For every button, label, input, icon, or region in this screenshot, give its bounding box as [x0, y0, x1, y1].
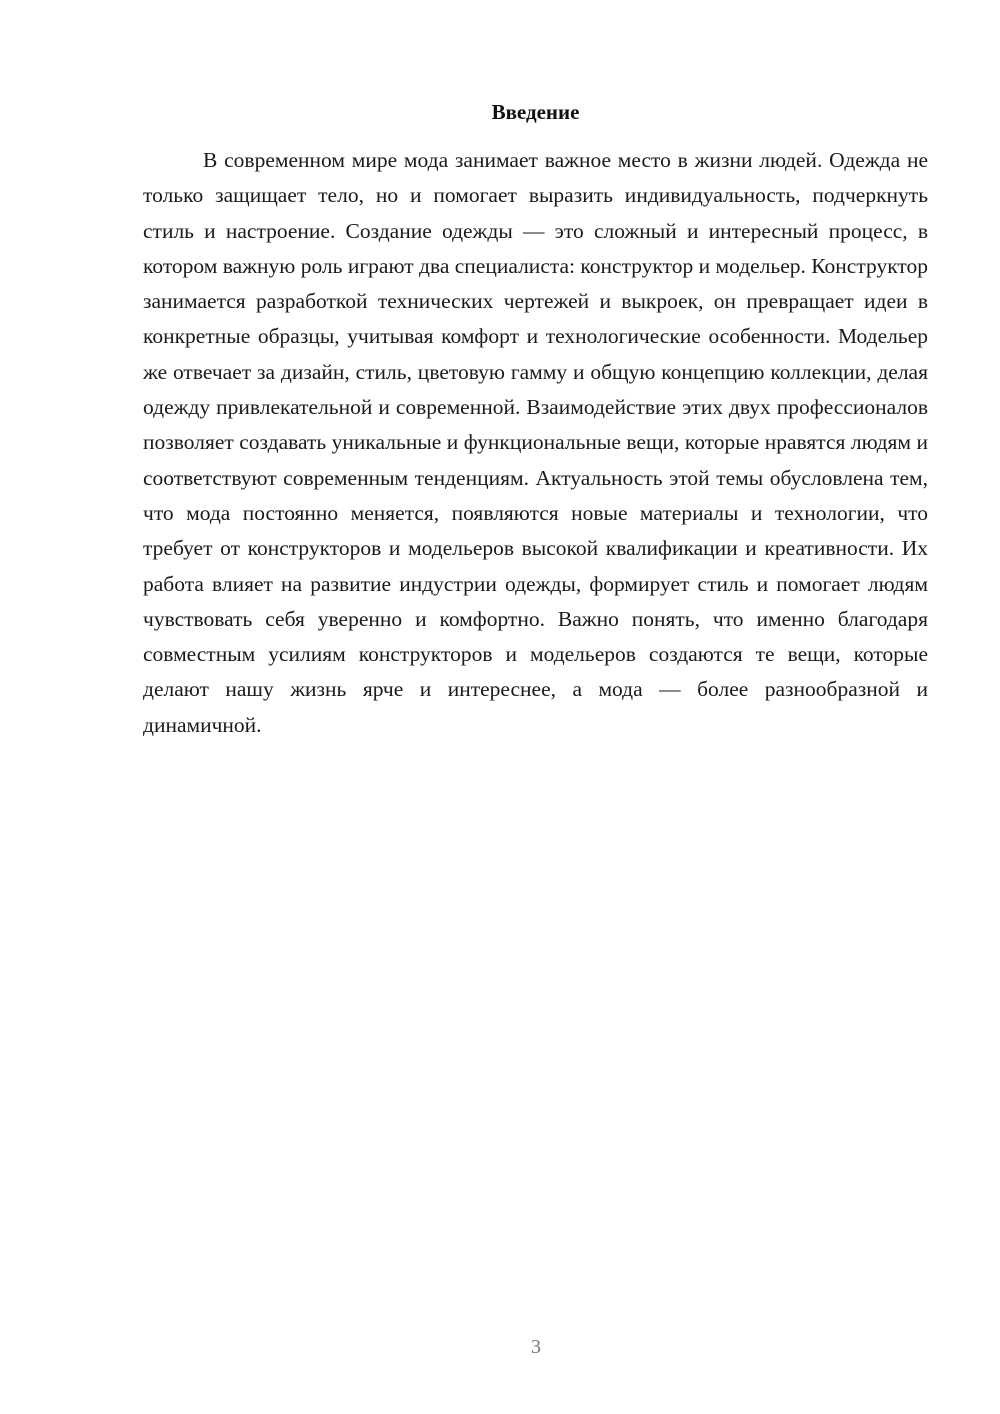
section-title: Введение — [491, 100, 580, 124]
page-number: 3 — [531, 1336, 541, 1358]
body-paragraph: В современном мире мода занимает важное место в жизни людей. Одежда не только защищает тело, но и помогает выразить индивидуальность, подчеркнуть стиль и настроение. Создание одежды — это сложный и интересный процесс, в котором важную роль играют два специалиста: конструктор и модельер. Конструктор занимается разработкой технических чертежей и выкроек, он превращает идеи в конкретные образцы, учитывая комфорт и технологические особенности. Модельер же отвечает за дизайн, стиль, цветовую гамму и общую концепцию коллекции, делая одежду привлекательной и современной. Взаимодействие этих двух профессионалов позволяет создавать уникальные и функциональные вещи, которые нравятся людям и соответствуют современным тенденциям. Актуальность этой темы обусловлена тем, что мода постоянно меняется, появляются новые материалы и технологии, что требует от конструкторов и модельеров высокой квалификации и креативности. Их работа влияет на развитие индустрии одежды, формирует стиль и помогает людям чувствовать себя уверенно и комфортно. Важно понять, что именно благодаря совместным усилиям конструкторов и модельеров создаются те вещи, которые делают нашу жизнь ярче и интереснее, а мода — более разнообразной и динамичной. — [143, 148, 928, 737]
